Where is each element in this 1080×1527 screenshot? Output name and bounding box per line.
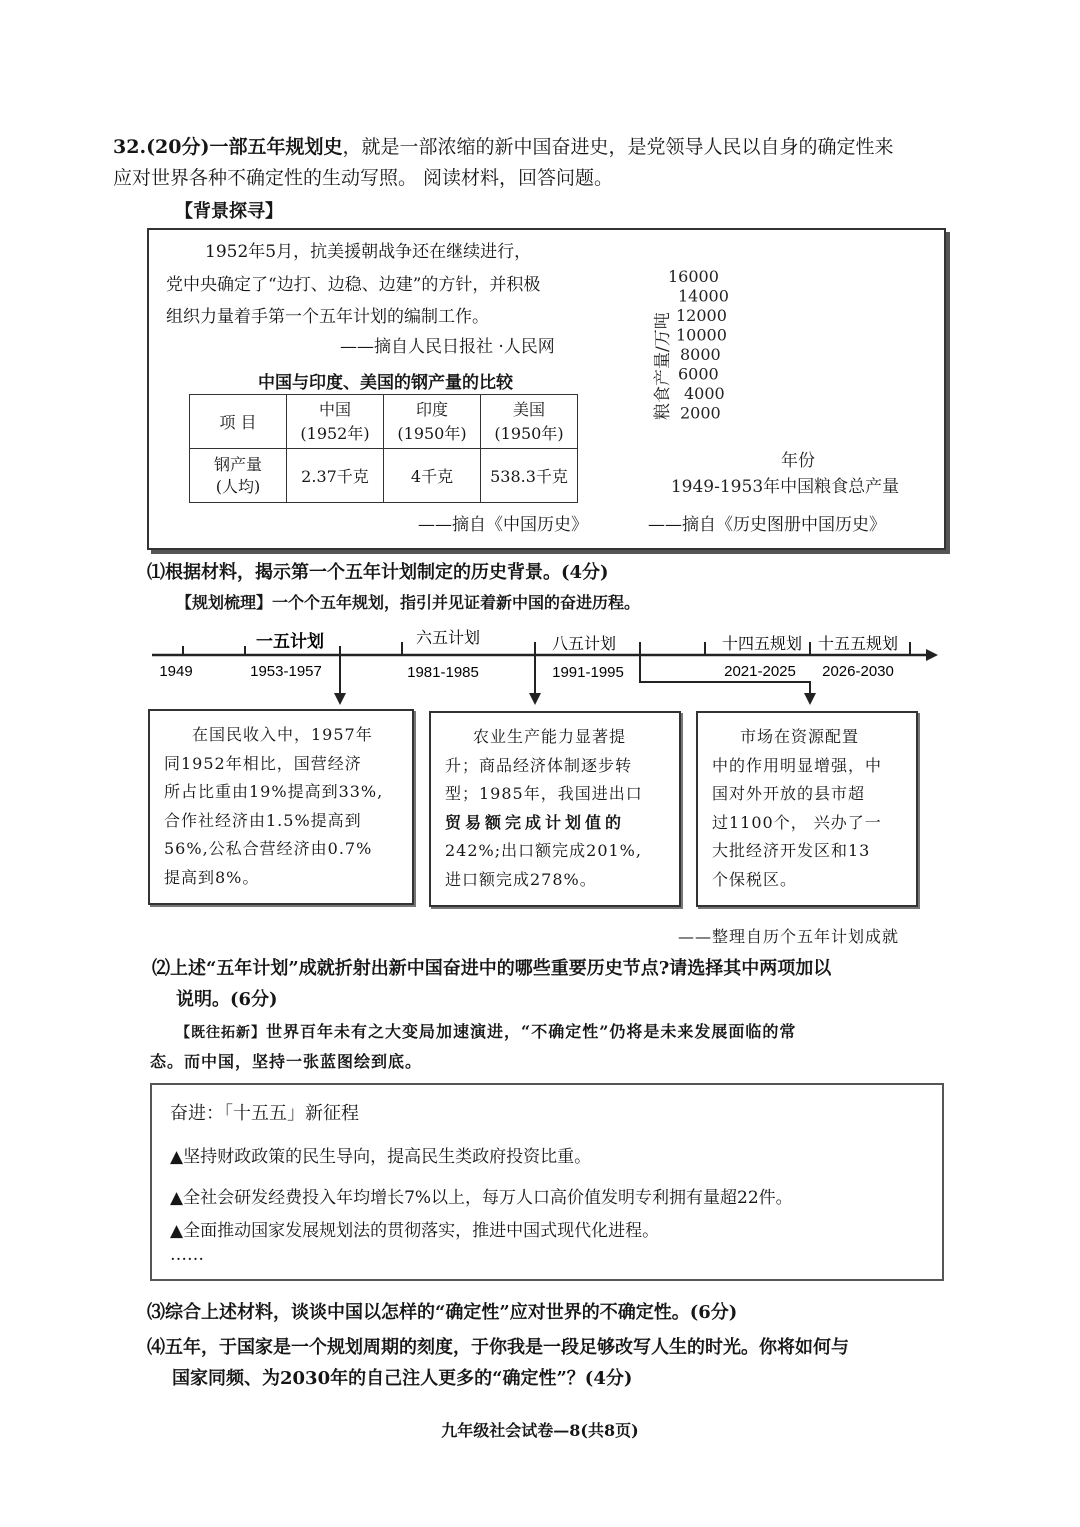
planning-source: ——整理自历个五年计划成就 bbox=[678, 927, 900, 946]
sub-question-1: ⑴根据材料，揭示第一个五年计划制定的历史背景。(4分) bbox=[147, 562, 609, 583]
new-journey-box bbox=[150, 1083, 944, 1281]
achievement-box-3: 市场在资源配置 中的作用明显增强，中 国对外开放的县市超 过1100个， 兴办了一 大批经济开发区和13 个保税区。 bbox=[696, 711, 918, 907]
planning-title: 【规划梳理】 bbox=[176, 593, 273, 612]
year-label: 1991-1995 bbox=[552, 664, 624, 681]
steel-table-title: 中国与印度、美国的钢产量的比较 bbox=[258, 373, 513, 393]
page-footer: 九年级社会试卷—8(共8页) bbox=[441, 1421, 639, 1440]
y-tick-label: 16000 bbox=[668, 267, 719, 286]
steel-table bbox=[189, 394, 578, 503]
past-new-text-line2: 态。而中国，坚持一张蓝图绘到底。 bbox=[150, 1052, 423, 1071]
year-label: 2021-2025 bbox=[724, 663, 796, 680]
table-cell-india: 4千克 bbox=[384, 449, 481, 503]
table-header-india: 印度 (1950年) bbox=[384, 395, 481, 449]
table-header-usa: 美国 (1950年) bbox=[481, 395, 578, 449]
plan-label-15: 十五五规划 bbox=[817, 634, 899, 653]
background-para-line1: 1952年5月，抗美援朝战争还在继续进行， bbox=[205, 242, 532, 262]
table-source: ——摘自《中国历史》 bbox=[418, 515, 588, 535]
sub-question-2-line2: 说明。(6分) bbox=[176, 989, 278, 1010]
grain-chart bbox=[640, 258, 930, 508]
achievement-box-1: 在国民收入中，1957年 同1952年相比，国营经济 所占比重由19%提高到33%, 合作社经济由1.5%提高到 56%,公私合营经济由0.7% 提高到8%。 bbox=[148, 709, 414, 905]
new-journey-bullet: ▲坚持财政政策的民生导向，提高民生类政府投资比重。 bbox=[170, 1147, 592, 1167]
achievement-box-2: 农业生产能力显著提 升；商品经济体制逐步转 型；1985年，我国进出口 贸易额完成计划值的 242%;出口额完成201%, 进口额完成278%。 bbox=[429, 711, 681, 907]
table-cell-china: 2.37千克 bbox=[287, 449, 384, 503]
past-new-text-line1: 世界百年未有之大变局加速演进，“不确定性”仍将是未来发展面临的常 bbox=[266, 1022, 797, 1041]
background-para-line3: 组织力量着手第一个五年计划的编制工作。 bbox=[166, 307, 489, 327]
question-score: (20分) bbox=[146, 136, 210, 158]
y-tick-label: 14000 bbox=[678, 286, 729, 306]
new-journey-title: 奋进：「十五五」新征程 bbox=[170, 1103, 359, 1124]
section-title-background: 【背景探寻】 bbox=[175, 201, 283, 222]
y-tick-label: 12000 bbox=[676, 306, 727, 325]
y-axis-ticks bbox=[668, 267, 729, 423]
table-header-china: 中国 (1952年) bbox=[287, 395, 384, 449]
new-journey-bullet: ▲全面推动国家发展规划法的贯彻落实，推进中国式现代化进程。 bbox=[170, 1221, 660, 1241]
table-cell-usa: 538.3千克 bbox=[481, 449, 578, 503]
background-para-source: ——摘自人民日报社 ·人民网 bbox=[340, 337, 555, 357]
y-tick-label: 8000 bbox=[680, 345, 721, 364]
new-journey-bullet: ▲全社会研发经费投入年均增长7%以上，每万人口高价值发明专利拥有量超22件。 bbox=[170, 1188, 793, 1208]
chart-source: ——摘自《历史图册中国历史》 bbox=[648, 515, 886, 535]
question-header bbox=[113, 132, 953, 194]
year-label: 1981-1985 bbox=[407, 664, 479, 681]
sub-question-3: ⑶综合上述材料，谈谈中国以怎样的“确定性”应对世界的不确定性。(6分) bbox=[147, 1302, 738, 1323]
chart-x-label: 年份 bbox=[781, 451, 815, 471]
chart-y-label: 粮食产量/万吨 bbox=[653, 312, 673, 420]
planning-text: 一个个五年规划，指引并见证着新中国的奋进历程。 bbox=[272, 593, 641, 612]
question-intro: ，就是一部浓缩的新中国奋进史，是党领导人民以自身的确定性来 bbox=[342, 136, 894, 158]
question-intro-bold: 一部五年规划史 bbox=[209, 136, 343, 158]
plan-label-1: 一五计划 bbox=[256, 632, 324, 652]
y-tick-label: 6000 bbox=[678, 364, 719, 384]
past-new-title: 【既往拓新】 bbox=[176, 1025, 266, 1041]
y-tick-label: 2000 bbox=[680, 403, 721, 423]
plan-label-14: 十四五规划 bbox=[721, 634, 803, 653]
year-label: 1953-1957 bbox=[250, 663, 322, 680]
y-tick-label: 10000 bbox=[676, 325, 727, 345]
planning-intro bbox=[176, 590, 640, 613]
sub-question-2-line1: ⑵上述“五年计划”成就折射出新中国奋进中的哪些重要历史节点?请选择其中两项加以 bbox=[152, 958, 832, 979]
past-new-intro bbox=[176, 1019, 796, 1042]
table-header-item: 项 目 bbox=[190, 395, 287, 449]
question-intro-line2: 应对世界各种不确定性的生动写照。 阅读材料，回答问题。 bbox=[113, 167, 614, 189]
question-number: 32. bbox=[113, 136, 147, 158]
plan-label-8: 八五计划 bbox=[551, 634, 617, 653]
new-journey-ellipsis: …… bbox=[170, 1245, 204, 1265]
plan-label-6: 六五计划 bbox=[415, 628, 481, 647]
chart-title: 1949-1953年中国粮食总产量 bbox=[670, 477, 900, 497]
year-label: 1949 bbox=[159, 663, 193, 680]
sub-question-4-line2: 国家同频、为2030年的自己注人更多的“确定性”？(4分) bbox=[172, 1368, 633, 1389]
sub-question-4-line1: ⑷五年，于国家是一个规划周期的刻度，于你我是一段足够改写人生的时光。你将如何与 bbox=[147, 1337, 849, 1358]
y-tick-label: 4000 bbox=[684, 384, 725, 403]
background-para-line2: 党中央确定了“边打、边稳、边建”的方针，并积极 bbox=[166, 275, 541, 295]
year-label: 2026-2030 bbox=[822, 663, 894, 680]
table-row-label: 钢产量 (人均) bbox=[190, 449, 287, 503]
